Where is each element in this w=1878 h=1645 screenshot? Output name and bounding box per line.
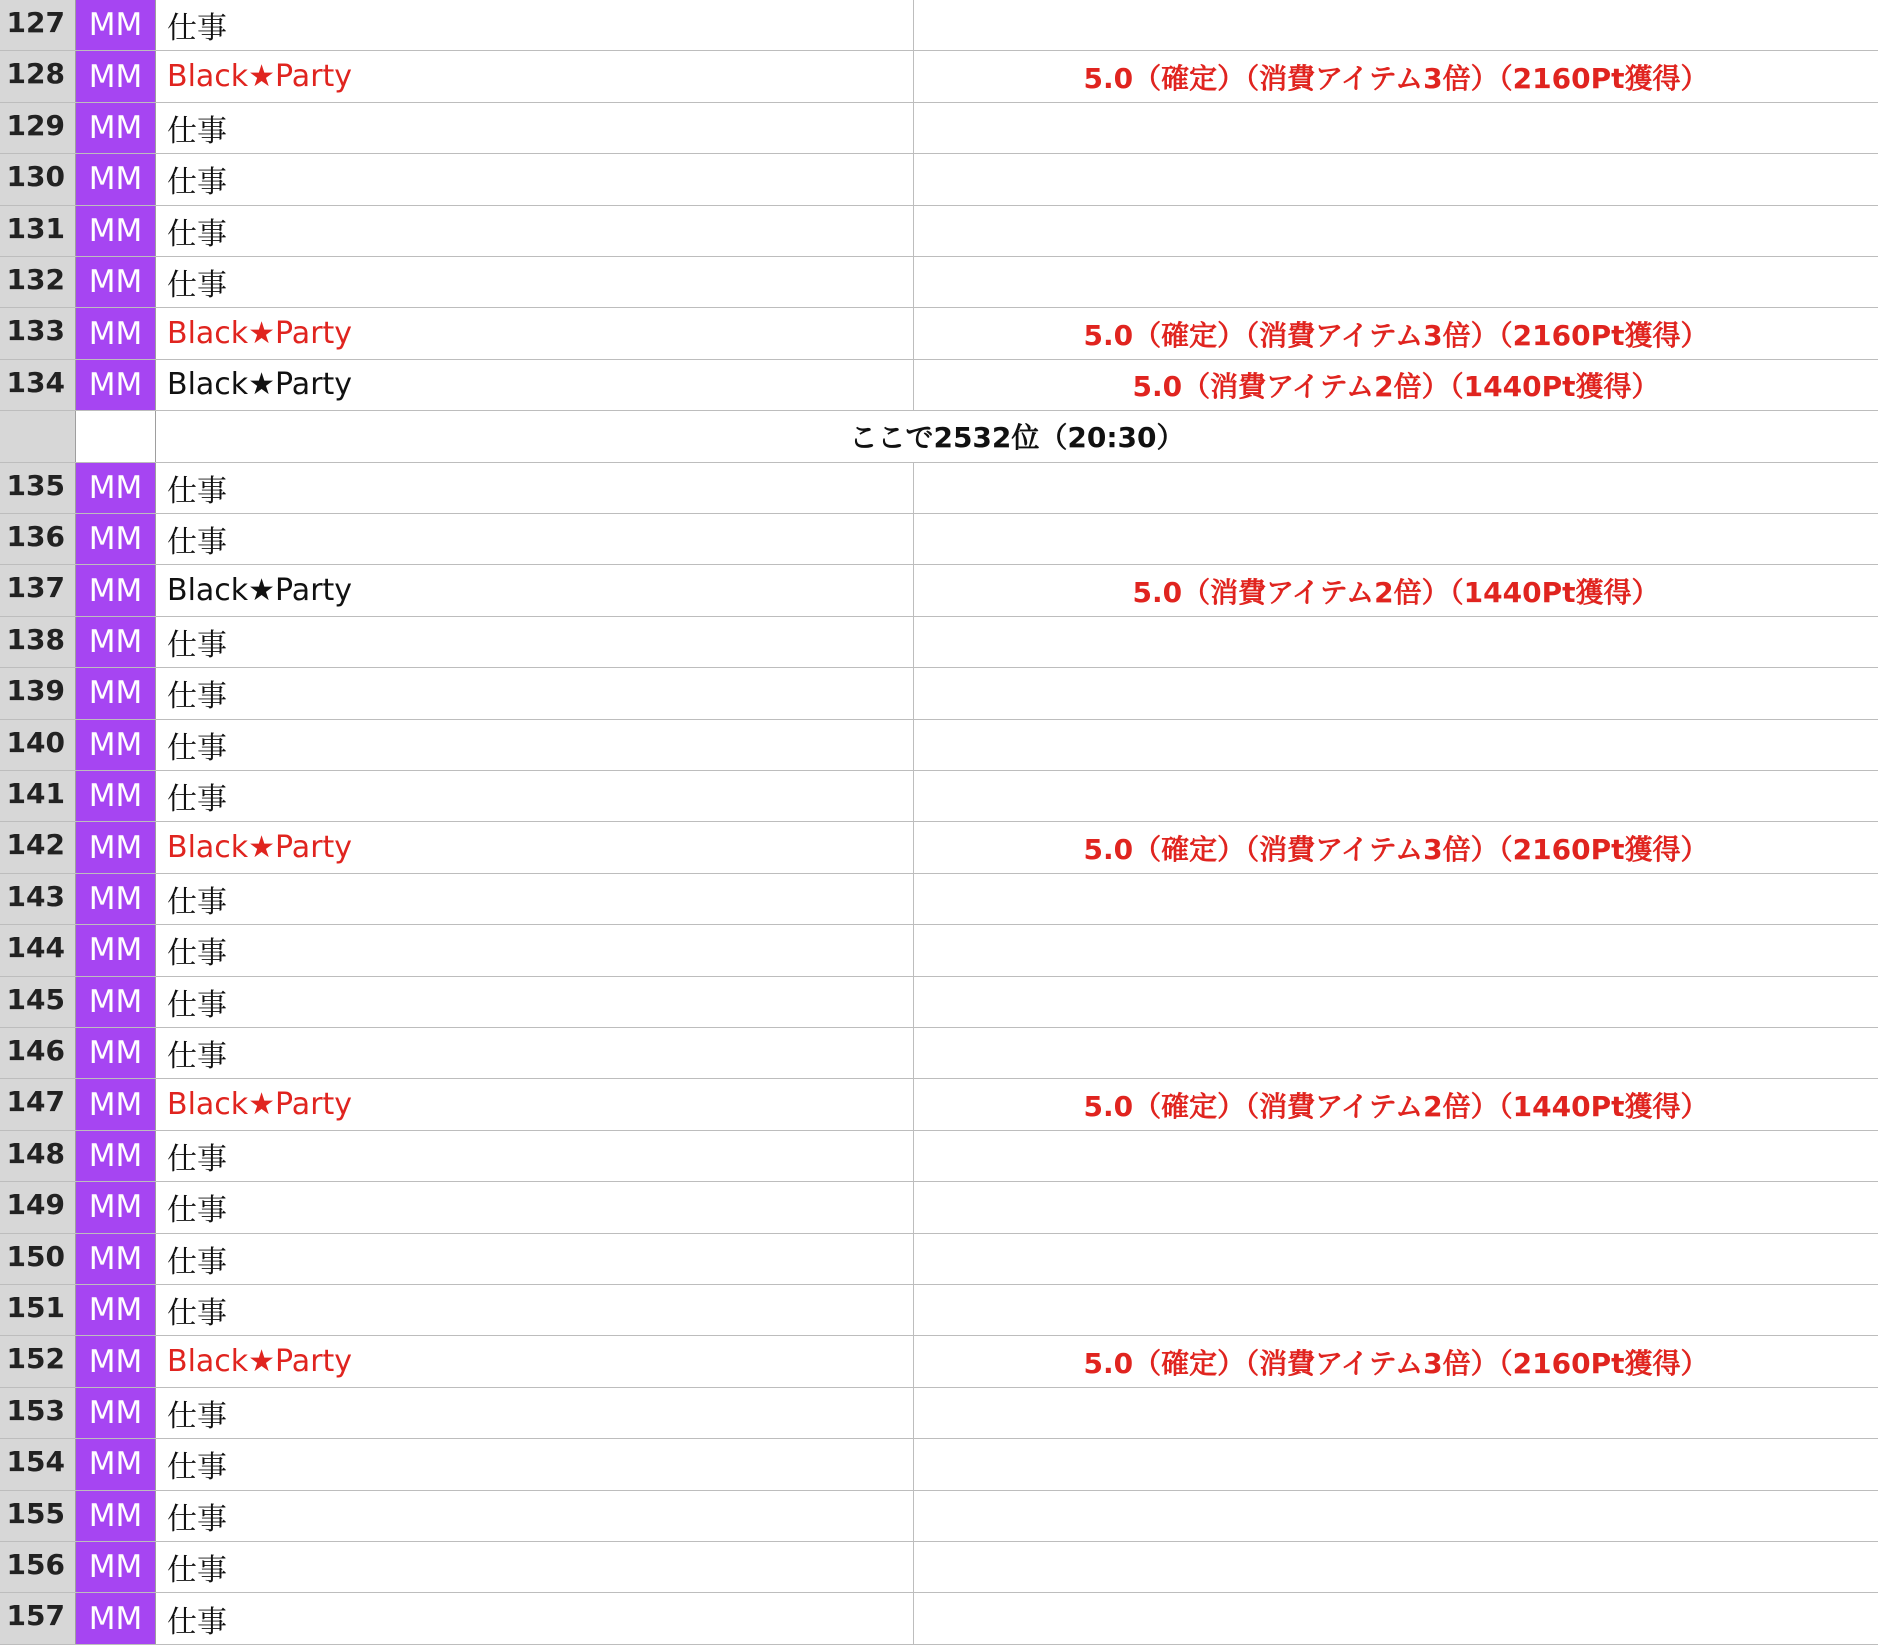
name-cell[interactable]: 仕事	[156, 514, 914, 564]
note-cell[interactable]	[914, 1388, 1878, 1438]
name-cell[interactable]: Black★Party	[156, 565, 914, 615]
tag-cell[interactable]	[76, 411, 156, 461]
note-cell[interactable]	[914, 1234, 1878, 1284]
note-cell[interactable]	[914, 668, 1878, 718]
note-cell[interactable]	[914, 1285, 1878, 1335]
table-row	[0, 1131, 1878, 1182]
note-cell[interactable]	[914, 1131, 1878, 1181]
note-cell[interactable]	[914, 154, 1878, 204]
name-cell[interactable]: Black★Party	[156, 308, 914, 358]
row-number-cell[interactable]: 138	[0, 617, 76, 667]
table-row	[0, 617, 1878, 668]
name-cell[interactable]: 仕事	[156, 1593, 914, 1643]
note-cell[interactable]	[914, 463, 1878, 513]
row-number-cell[interactable]: 132	[0, 257, 76, 307]
tag-cell[interactable]: MM	[76, 257, 156, 307]
note-cell[interactable]	[914, 925, 1878, 975]
name-cell[interactable]: 仕事	[156, 1388, 914, 1438]
note-cell[interactable]	[914, 1491, 1878, 1541]
tag-cell[interactable]: MM	[76, 565, 156, 615]
table-row	[0, 977, 1878, 1028]
name-cell[interactable]: 仕事	[156, 1285, 914, 1335]
note-cell[interactable]	[914, 103, 1878, 153]
row-number-cell[interactable]	[0, 411, 76, 461]
tag-cell[interactable]: MM	[76, 668, 156, 718]
table-row	[0, 565, 1878, 616]
table-row	[0, 463, 1878, 514]
row-number-cell[interactable]: 141	[0, 771, 76, 821]
note-cell[interactable]: 5.0（消費アイテム2倍）（1440Pt獲得）	[1132, 369, 1660, 403]
row-number-cell[interactable]: 136	[0, 514, 76, 564]
row-number-cell[interactable]: 130	[0, 154, 76, 204]
note-cell[interactable]	[914, 1542, 1878, 1592]
row-number-cell[interactable]: 151	[0, 1285, 76, 1335]
note-cell[interactable]: 5.0（確定）（消費アイテム2倍）（1440Pt獲得）	[1083, 1089, 1709, 1123]
row-number-cell[interactable]: 131	[0, 206, 76, 256]
banner-cell[interactable]: ここで2532位（20:30）	[849, 421, 1185, 455]
note-cell[interactable]: 5.0（確定）（消費アイテム3倍）（2160Pt獲得）	[1083, 61, 1709, 95]
row-number-cell[interactable]: 153	[0, 1388, 76, 1438]
tag-cell[interactable]: MM	[76, 1336, 156, 1386]
name-cell[interactable]: 仕事	[156, 206, 914, 256]
name-cell[interactable]: 仕事	[156, 771, 914, 821]
note-cell[interactable]: 5.0（確定）（消費アイテム3倍）（2160Pt獲得）	[1083, 1346, 1709, 1380]
name-cell[interactable]: 仕事	[156, 463, 914, 513]
note-cell[interactable]: 5.0（確定）（消費アイテム3倍）（2160Pt獲得）	[1083, 832, 1709, 866]
row-number-cell[interactable]: 133	[0, 308, 76, 358]
table-row	[0, 0, 1878, 51]
tag-cell[interactable]: MM	[76, 0, 156, 50]
note-cell[interactable]: 5.0（確定）（消費アイテム3倍）（2160Pt獲得）	[1083, 318, 1709, 352]
note-cell[interactable]	[914, 874, 1878, 924]
row-number-cell[interactable]: 149	[0, 1182, 76, 1232]
banner-row	[0, 411, 1878, 462]
table-row	[0, 1285, 1878, 1336]
row-number-cell[interactable]: 129	[0, 103, 76, 153]
name-cell[interactable]: Black★Party	[156, 822, 914, 872]
row-number-cell[interactable]: 143	[0, 874, 76, 924]
name-cell[interactable]: 仕事	[156, 668, 914, 718]
table-row	[0, 771, 1878, 822]
tag-cell[interactable]: MM	[76, 874, 156, 924]
table-row	[0, 514, 1878, 565]
table-row	[0, 1593, 1878, 1644]
table-row	[0, 1028, 1878, 1079]
row-number-cell[interactable]: 127	[0, 0, 76, 50]
name-cell[interactable]: 仕事	[156, 257, 914, 307]
tag-cell[interactable]: MM	[76, 206, 156, 256]
tag-cell[interactable]: MM	[76, 1285, 156, 1335]
row-number-cell[interactable]: 147	[0, 1079, 76, 1129]
tag-cell[interactable]: MM	[76, 822, 156, 872]
note-cell[interactable]	[914, 1028, 1878, 1078]
tag-cell[interactable]: MM	[76, 1234, 156, 1284]
note-cell[interactable]	[914, 1593, 1878, 1643]
tag-cell[interactable]: MM	[76, 51, 156, 101]
name-cell[interactable]: 仕事	[156, 1439, 914, 1489]
row-number-cell[interactable]: 139	[0, 668, 76, 718]
row-number-cell[interactable]: 157	[0, 1593, 76, 1643]
note-cell[interactable]	[914, 1182, 1878, 1232]
table-row	[0, 308, 1878, 359]
name-cell[interactable]: 仕事	[156, 1542, 914, 1592]
name-cell[interactable]: 仕事	[156, 1491, 914, 1541]
row-number-cell[interactable]: 135	[0, 463, 76, 513]
tag-cell[interactable]: MM	[76, 1388, 156, 1438]
tag-cell[interactable]: MM	[76, 360, 156, 410]
note-cell[interactable]	[914, 771, 1878, 821]
table-row	[0, 668, 1878, 719]
row-number-cell[interactable]: 128	[0, 51, 76, 101]
tag-cell[interactable]: MM	[76, 154, 156, 204]
table-row	[0, 257, 1878, 308]
tag-cell[interactable]: MM	[76, 925, 156, 975]
name-cell[interactable]: 仕事	[156, 720, 914, 770]
tag-cell[interactable]: MM	[76, 1491, 156, 1541]
table-row	[0, 1439, 1878, 1490]
row-number-cell[interactable]: 137	[0, 565, 76, 615]
table-row	[0, 874, 1878, 925]
row-number-cell[interactable]: 150	[0, 1234, 76, 1284]
note-cell[interactable]	[914, 0, 1878, 50]
name-cell[interactable]: Black★Party	[156, 1079, 914, 1129]
name-cell[interactable]: 仕事	[156, 925, 914, 975]
tag-cell[interactable]: MM	[76, 1593, 156, 1643]
table-row	[0, 1234, 1878, 1285]
tag-cell[interactable]: MM	[76, 1542, 156, 1592]
note-cell[interactable]: 5.0（消費アイテム2倍）（1440Pt獲得）	[1132, 575, 1660, 609]
note-cell[interactable]	[914, 514, 1878, 564]
name-cell[interactable]: 仕事	[156, 617, 914, 667]
tag-cell[interactable]: MM	[76, 617, 156, 667]
table-row	[0, 103, 1878, 154]
table-row	[0, 925, 1878, 976]
table-row	[0, 1542, 1878, 1593]
table-row	[0, 1336, 1878, 1387]
tag-cell[interactable]: MM	[76, 103, 156, 153]
table-row	[0, 720, 1878, 771]
name-cell[interactable]: 仕事	[156, 874, 914, 924]
tag-cell[interactable]: MM	[76, 308, 156, 358]
tag-cell[interactable]: MM	[76, 977, 156, 1027]
tag-cell[interactable]: MM	[76, 1439, 156, 1489]
name-cell[interactable]: 仕事	[156, 103, 914, 153]
name-cell[interactable]: 仕事	[156, 1131, 914, 1181]
table-row	[0, 1182, 1878, 1233]
table-row	[0, 822, 1878, 873]
row-number-cell[interactable]: 152	[0, 1336, 76, 1386]
row-number-cell[interactable]: 144	[0, 925, 76, 975]
row-number-cell[interactable]: 146	[0, 1028, 76, 1078]
table-row	[0, 360, 1878, 411]
row-number-cell[interactable]: 148	[0, 1131, 76, 1181]
row-number-cell[interactable]: 145	[0, 977, 76, 1027]
row-number-cell[interactable]: 156	[0, 1542, 76, 1592]
name-cell[interactable]: Black★Party	[156, 51, 914, 101]
row-number-cell[interactable]: 154	[0, 1439, 76, 1489]
tag-cell[interactable]: MM	[76, 514, 156, 564]
row-number-cell[interactable]: 155	[0, 1491, 76, 1541]
name-cell[interactable]: Black★Party	[156, 1336, 914, 1386]
tag-cell[interactable]: MM	[76, 1131, 156, 1181]
tag-cell[interactable]: MM	[76, 463, 156, 513]
note-cell[interactable]	[914, 1439, 1878, 1489]
name-cell[interactable]: 仕事	[156, 154, 914, 204]
tag-cell[interactable]: MM	[76, 1182, 156, 1232]
table-row	[0, 1079, 1878, 1130]
name-cell[interactable]: 仕事	[156, 1234, 914, 1284]
name-cell[interactable]: 仕事	[156, 977, 914, 1027]
name-cell[interactable]: 仕事	[156, 1028, 914, 1078]
tag-cell[interactable]: MM	[76, 771, 156, 821]
table-row	[0, 51, 1878, 102]
table-row	[0, 206, 1878, 257]
name-cell[interactable]: Black★Party	[156, 360, 914, 410]
tag-cell[interactable]: MM	[76, 1028, 156, 1078]
note-cell[interactable]	[914, 977, 1878, 1027]
name-cell[interactable]: 仕事	[156, 0, 914, 50]
row-number-cell[interactable]: 142	[0, 822, 76, 872]
note-cell[interactable]	[914, 720, 1878, 770]
table-row	[0, 1388, 1878, 1439]
note-cell[interactable]	[914, 257, 1878, 307]
row-number-cell[interactable]: 134	[0, 360, 76, 410]
name-cell[interactable]: 仕事	[156, 1182, 914, 1232]
table-row	[0, 1491, 1878, 1542]
note-cell[interactable]	[914, 206, 1878, 256]
tag-cell[interactable]: MM	[76, 1079, 156, 1129]
table-row	[0, 154, 1878, 205]
note-cell[interactable]	[914, 617, 1878, 667]
tag-cell[interactable]: MM	[76, 720, 156, 770]
row-number-cell[interactable]: 140	[0, 720, 76, 770]
